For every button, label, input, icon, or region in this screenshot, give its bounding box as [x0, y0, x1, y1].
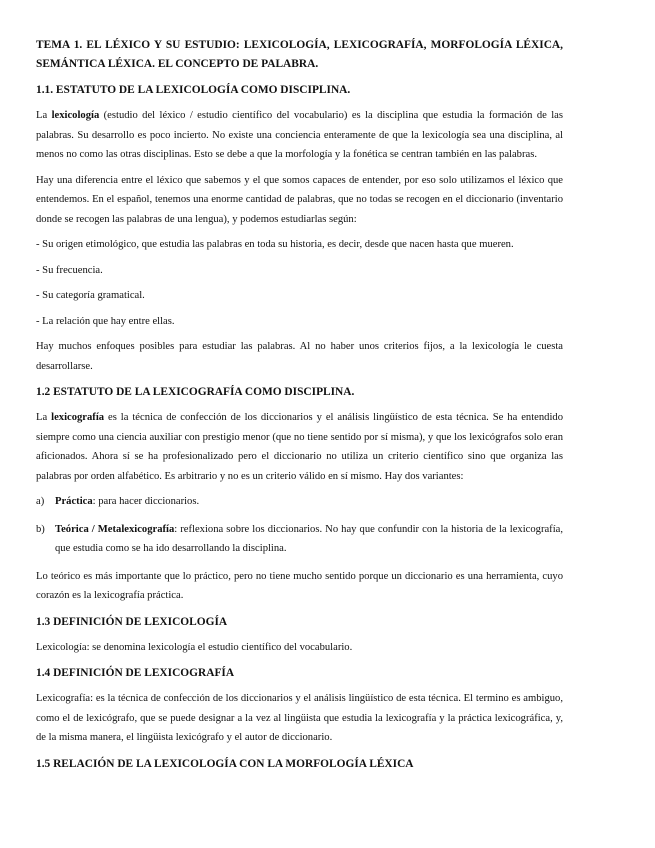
list-item: - Su frecuencia. — [36, 264, 103, 276]
list-item-b: b) Teórica / Metalexicografía: reflexiona sobre los diccionarios. No hay que confundir con la historia de la lexicografía, que estudia como se ha ido desarrollando la disciplina. — [36, 520, 563, 559]
section-heading-1-4: 1.4 DEFINICIÓN DE LEXICOGRAFÍA — [36, 667, 235, 679]
list-item: - Su categoría gramatical. — [36, 290, 145, 301]
paragraph-definicion-lexicologia: Lexicología: se denomina lexicología el estudio científico del vocabulario. — [36, 641, 353, 653]
term-practica: Práctica — [55, 496, 93, 507]
term-lexicologia: lexicología — [51, 110, 100, 121]
list-item-a: a) Práctica: para hacer diccionarios. — [36, 492, 563, 512]
section-heading-1-5: 1.5 RELACIÓN DE LA LEXICOLOGÍA CON LA MORFOLOGÍA LÉXICA — [36, 757, 414, 770]
document-title: TEMA 1. EL LÉXICO Y SU ESTUDIO: LEXICOLOGÍA, LEXICOGRAFÍA, MORFOLOGÍA LÉXICA, SEMÁNTICA LÉXICA. EL CONCEPTO DE PALABRA. — [36, 39, 563, 70]
list-marker: a) — [36, 496, 45, 507]
term-lexicografia: lexicografía — [51, 412, 105, 423]
section-heading-1-3: 1.3 DEFINICIÓN DE LEXICOLOGÍA — [36, 615, 228, 628]
list-marker: b) — [36, 523, 45, 535]
paragraph-lexicografia-intro: La lexicografía es la técnica de confección de los diccionarios y el análisis lingüístico de esta técnica. Se ha entendido siempre como una ciencia auxiliar con prestigio menor (que no tiene sentido por sí misma), y que los lexicógrafos solo eran aficionados. Ahora sí se ha profesionalizado pero el diccionario no utiliza un criterio científico sino que organiza las palabras por orden alfabético. Es arbitrario y no es un criterio válido en sí mismo. Hay dos variantes: — [36, 412, 563, 482]
paragraph-lexico-diferencia: Hay una diferencia entre el léxico que sabemos y el que somos capaces de entender, por eso solo utilizamos el léxico que entendemos. En el español, tenemos una enorme cantidad de palabras, que no todas se recogen en el diccionario (inventario donde se recogen las palabras de una lengua), y podemos estudiarlas según: — [36, 174, 563, 225]
list-item: - La relación que hay entre ellas. — [36, 315, 175, 327]
paragraph-lexicologia-intro: La lexicología (estudio del léxico / estudio científico del vocabulario) es la disciplina que estudia la formación de las palabras. Su desarrollo es poco incierto. No existe una conciencia enteramente de que la lexicología sea una disciplina, al menos no como las otras disciplinas. Esto se debe a que la morfología y la fonética se centran también en las palabras. — [36, 110, 563, 160]
paragraph-definicion-lexicografia: Lexicografía: es la técnica de confección de los diccionarios y el análisis lingüístico de esta técnica. El termino es ambiguo, como el de lexicógrafo, que se puede designar a la vez al lingüista que estudia la lexicografía y la práctica lexicográfica, y, de la misma manera, el lingüista lexicógrafo y el autor de diccionario. — [36, 693, 563, 743]
paragraph-teorico-practico: Lo teórico es más importante que lo práctico, pero no tiene mucho sentido porque un diccionario es una herramienta, cuyo corazón es la lexicografía práctica. — [36, 570, 563, 601]
paragraph-enfoques: Hay muchos enfoques posibles para estudiar las palabras. Al no haber unos criterios fijos, a la lexicología le cuesta desarrollarse. — [36, 341, 563, 372]
section-heading-1-1: 1.1. ESTATUTO DE LA LEXICOLOGÍA COMO DISCIPLINA. — [36, 84, 351, 96]
list-item: - Su origen etimológico, que estudia las palabras en toda su historia, es decir, desde que nacen hasta que mueren. — [36, 239, 514, 250]
section-heading-1-2: 1.2 ESTATUTO DE LA LEXICOGRAFÍA COMO DISCIPLINA. — [36, 386, 355, 398]
term-teorica: Teórica / Metalexicografía — [55, 523, 175, 535]
